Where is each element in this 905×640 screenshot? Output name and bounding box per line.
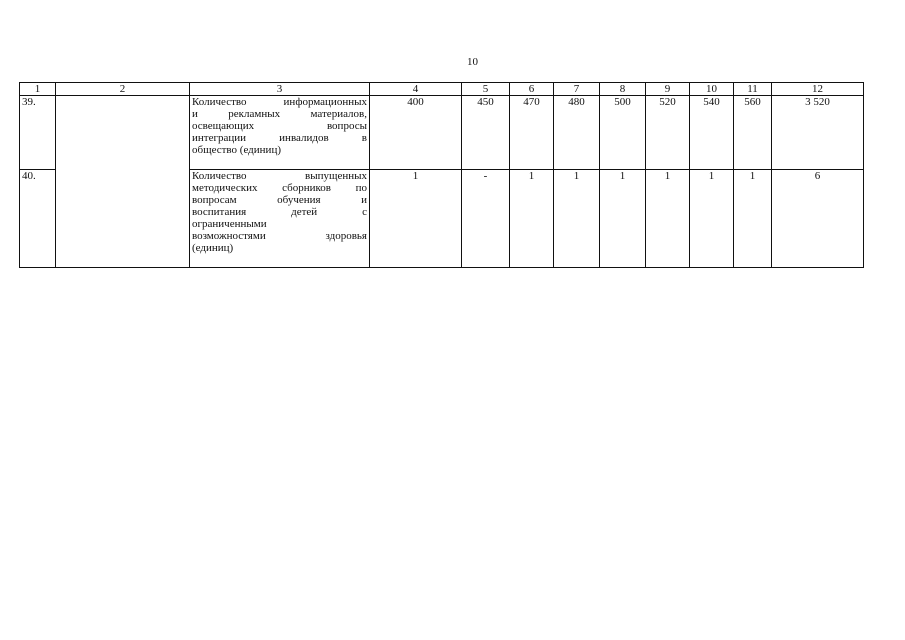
value-cell: 560 [734, 96, 772, 170]
row-description: Количество информационных и рекламных материалов, освещающих вопросы интеграции инвалидов в общество (единиц) [190, 96, 370, 170]
value-cell: 1 [554, 170, 600, 268]
value-cell: 450 [462, 96, 510, 170]
row-description: Количество выпущенных методических сборников по вопросам обучения и воспитания детей с ограниченными возможностями здоровья (единиц) [190, 170, 370, 268]
column-header: 4 [370, 83, 462, 96]
column-header: 7 [554, 83, 600, 96]
column-header: 2 [56, 83, 190, 96]
column-header: 3 [190, 83, 370, 96]
table-row [20, 96, 864, 170]
value-cell: 500 [600, 96, 646, 170]
indicator-table [19, 82, 864, 268]
page-number: 10 [467, 56, 478, 68]
column-header: 12 [772, 83, 864, 96]
value-cell: 1 [600, 170, 646, 268]
value-cell: 3 520 [772, 96, 864, 170]
value-cell: 540 [690, 96, 734, 170]
table-header-row [20, 83, 864, 96]
column-header: 8 [600, 83, 646, 96]
value-cell: 1 [510, 170, 554, 268]
value-cell: 1 [370, 170, 462, 268]
column-header: 11 [734, 83, 772, 96]
value-cell: 1 [690, 170, 734, 268]
value-cell: 520 [646, 96, 690, 170]
value-cell: 1 [646, 170, 690, 268]
row-group-cell [56, 96, 190, 268]
column-header: 9 [646, 83, 690, 96]
column-header: 6 [510, 83, 554, 96]
column-header: 5 [462, 83, 510, 96]
value-cell: 480 [554, 96, 600, 170]
row-index: 40. [20, 170, 56, 268]
value-cell: 1 [734, 170, 772, 268]
value-cell: 470 [510, 96, 554, 170]
value-cell: 400 [370, 96, 462, 170]
value-cell: 6 [772, 170, 864, 268]
column-header: 10 [690, 83, 734, 96]
row-index: 39. [20, 96, 56, 170]
column-header: 1 [20, 83, 56, 96]
value-cell: - [462, 170, 510, 268]
